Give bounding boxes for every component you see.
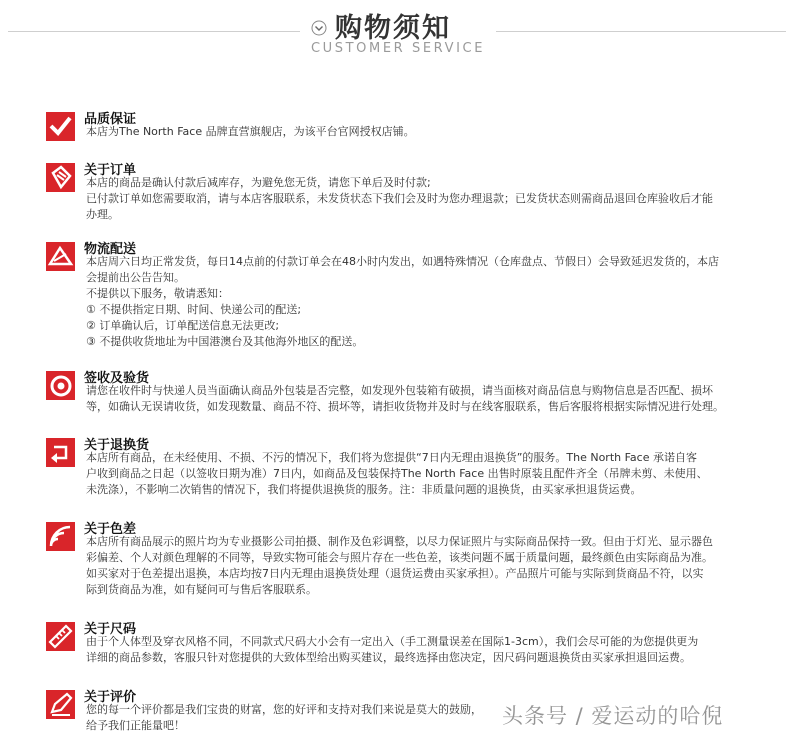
body-line: 彩偏差、个人对颜色理解的不同等，导致实物可能会与照片存在一些色差，该类问题不属于质量问题，最终颜色由实际商品为准。 xyxy=(86,551,713,564)
section-body xyxy=(86,383,776,415)
section-body xyxy=(86,175,776,223)
body-line: 本店的商品是确认付款后减库存，为避免您无货，请您下单后及时付款; xyxy=(86,176,431,189)
return-icon xyxy=(46,438,75,467)
section-heading: 关于尺码 xyxy=(84,622,137,637)
body-line: 本店为The North Face 品牌直营旗舰店，为该平台官网授权店铺。 xyxy=(86,125,415,138)
section-heading: 物流配送 xyxy=(84,242,137,257)
body-line: ③ 不提供收货地址为中国港澳台及其他海外地区的配送。 xyxy=(86,335,364,348)
body-line: 给予我们正能量吧！ xyxy=(86,719,185,732)
section-heading: 关于色差 xyxy=(84,522,137,537)
body-line: 由于个人体型及穿衣风格不同，不同款式尺码大小会有一定出入（手工测量误差在国际1-3cm），我们会尽可能的为您提供更为 xyxy=(86,635,699,648)
body-line: 本店所有商品展示的照片均为专业摄影公司拍摄、制作及色彩调整，以尽力保证照片与实际商品保持一致。但由于灯光、显示器色 xyxy=(86,535,713,548)
header-rule-right xyxy=(496,31,786,32)
section-body xyxy=(86,534,776,598)
order-icon xyxy=(46,163,75,192)
section-heading: 关于评价 xyxy=(84,690,137,705)
body-line: ② 订单确认后，订单配送信息无法更改; xyxy=(86,319,280,332)
page-title: 购物须知 xyxy=(335,13,451,44)
body-line: 户收到商品之日起（以签收日期为准）7日内，如商品及包装保持The North Face 出售时原装且配件齐全（吊牌未剪、未使用、 xyxy=(86,467,708,480)
section-heading: 签收及验货 xyxy=(84,371,150,386)
section-body xyxy=(86,450,776,498)
section-heading: 关于退换货 xyxy=(84,438,150,453)
watermark: 头条号 / 爱运动的哈倪 xyxy=(502,704,724,728)
body-line: 不提供以下服务，敬请悉知： xyxy=(86,287,229,300)
body-line: 未洗涤），不影响二次销售的情况下，我们将提供退换货的服务。注：非质量问题的退换货，由买家承担退货运费。 xyxy=(86,483,642,496)
body-line: 本店周六日均正常发货，每日14点前的付款订单会在48小时内发出，如遇特殊情况（仓库盘点、节假日）会导致延迟发货的，本店 xyxy=(86,255,719,268)
body-line: 办理。 xyxy=(86,208,119,221)
inspection-icon xyxy=(46,371,75,400)
body-line: 您的每一个评价都是我们宝贵的财富，您的好评和支持对我们来说是莫大的鼓励， xyxy=(86,703,482,716)
body-line: 如买家对于色差提出退换，本店均按7日内无理由退换货处理（退货运费由买家承担）。产品照片可能与实际到货商品不符，以实 xyxy=(86,567,704,580)
body-line: 会提前出公告告知。 xyxy=(86,271,185,284)
body-line: 请您在收件时与快递人员当面确认商品外包装是否完整，如发现外包装箱有破损，请当面核对商品信息与购物信息是否匹配、损坏 xyxy=(86,384,713,397)
page-header xyxy=(0,0,796,70)
section-body xyxy=(86,254,776,350)
page-subtitle: CUSTOMER SERVICE xyxy=(310,41,486,56)
chevron-down-icon xyxy=(311,20,327,36)
shipping-icon xyxy=(46,242,75,271)
header-rule-left xyxy=(8,31,300,32)
section-heading: 关于订单 xyxy=(84,163,137,178)
body-line: 际到货商品为准，如有疑问可与售后客服联系。 xyxy=(86,583,317,596)
body-line: 详细的商品参数，客服只针对您提供的大致体型给出购买建议，最终选择由您决定，因尺码问题退换货由买家承担退回运费。 xyxy=(86,651,691,664)
body-line: 等，如确认无误请收货，如发现数量、商品不符、损坏等，请拒收货物并及时与在线客服联系，售后客服将根据实际情况进行处理。 xyxy=(86,400,724,413)
checkmark-icon xyxy=(46,112,75,141)
review-icon xyxy=(46,690,75,719)
size-icon xyxy=(46,622,75,651)
body-line: 本店所有商品，在未经使用、不损、不污的情况下，我们将为您提供“7日内无理由退换货”的服务。The North Face 承诺自客 xyxy=(86,451,697,464)
section-heading: 品质保证 xyxy=(84,112,137,127)
body-line: 已付款订单如您需要取消，请与本店客服联系，未发货状态下我们会及时为您办理退款；已发货状态则需商品退回仓库验收后才能 xyxy=(86,192,713,205)
body-line: ① 不提供指定日期、时间、快递公司的配送; xyxy=(86,303,302,316)
section-body xyxy=(86,634,776,666)
section-body xyxy=(86,124,776,140)
color-icon xyxy=(46,522,75,551)
